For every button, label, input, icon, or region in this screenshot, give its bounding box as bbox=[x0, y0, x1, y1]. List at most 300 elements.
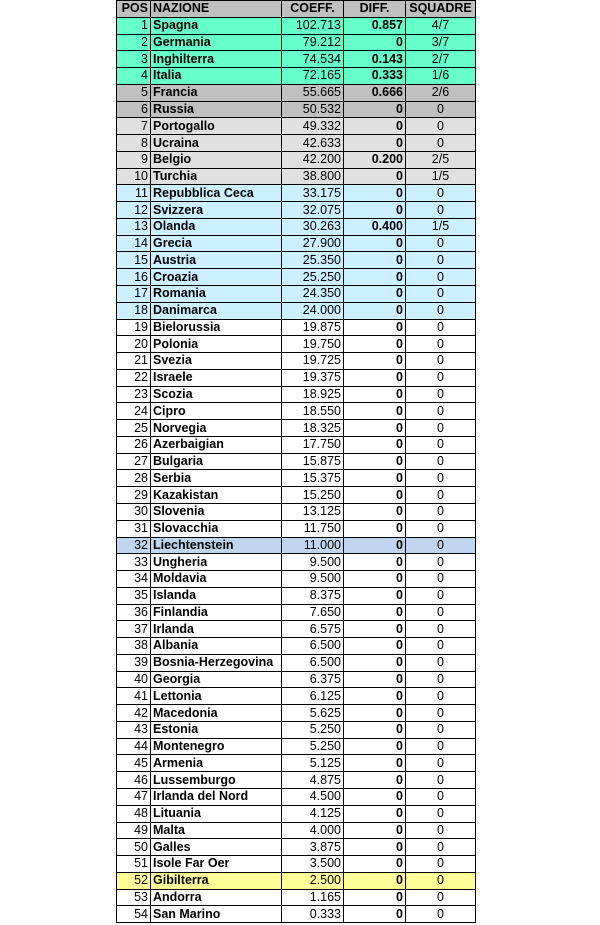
cell-squadre: 1/6 bbox=[406, 68, 476, 85]
cell-coeff: 8.375 bbox=[282, 587, 344, 604]
cell-diff: 0 bbox=[344, 202, 406, 219]
cell-nazione: San Marino bbox=[151, 906, 282, 923]
cell-coeff: 6.500 bbox=[282, 638, 344, 655]
cell-nazione: Irlanda del Nord bbox=[151, 788, 282, 805]
cell-squadre: 2/7 bbox=[406, 51, 476, 68]
cell-nazione: Moldavia bbox=[151, 571, 282, 588]
cell-nazione: Liechtenstein bbox=[151, 537, 282, 554]
cell-coeff: 19.375 bbox=[282, 369, 344, 386]
cell-coeff: 13.125 bbox=[282, 503, 344, 520]
cell-nazione: Andorra bbox=[151, 889, 282, 906]
cell-squadre: 0 bbox=[406, 420, 476, 437]
table-row bbox=[117, 503, 476, 520]
cell-pos: 50 bbox=[117, 839, 151, 856]
table-row bbox=[117, 839, 476, 856]
cell-nazione: Isole Far Oer bbox=[151, 856, 282, 873]
table-row bbox=[117, 218, 476, 235]
cell-coeff: 102.713 bbox=[282, 17, 344, 34]
cell-coeff: 5.250 bbox=[282, 721, 344, 738]
cell-pos: 21 bbox=[117, 353, 151, 370]
cell-nazione: Repubblica Ceca bbox=[151, 185, 282, 202]
cell-pos: 15 bbox=[117, 252, 151, 269]
cell-coeff: 79.212 bbox=[282, 34, 344, 51]
cell-pos: 31 bbox=[117, 520, 151, 537]
cell-pos: 17 bbox=[117, 286, 151, 303]
cell-pos: 27 bbox=[117, 453, 151, 470]
cell-pos: 10 bbox=[117, 168, 151, 185]
header-coeff: COEFF. bbox=[282, 1, 344, 18]
cell-diff: 0 bbox=[344, 705, 406, 722]
cell-coeff: 42.633 bbox=[282, 135, 344, 152]
cell-nazione: Russia bbox=[151, 101, 282, 118]
cell-squadre: 3/7 bbox=[406, 34, 476, 51]
cell-pos: 3 bbox=[117, 51, 151, 68]
cell-coeff: 9.500 bbox=[282, 554, 344, 571]
table-row bbox=[117, 638, 476, 655]
cell-coeff: 7.650 bbox=[282, 604, 344, 621]
cell-nazione: Croazia bbox=[151, 269, 282, 286]
cell-nazione: Irlanda bbox=[151, 621, 282, 638]
cell-coeff: 19.750 bbox=[282, 336, 344, 353]
cell-squadre: 0 bbox=[406, 688, 476, 705]
cell-diff: 0 bbox=[344, 353, 406, 370]
header-row bbox=[117, 1, 476, 18]
cell-diff: 0 bbox=[344, 889, 406, 906]
cell-coeff: 6.575 bbox=[282, 621, 344, 638]
cell-squadre: 2/6 bbox=[406, 84, 476, 101]
cell-diff: 0.333 bbox=[344, 68, 406, 85]
cell-diff: 0 bbox=[344, 302, 406, 319]
cell-coeff: 24.350 bbox=[282, 286, 344, 303]
cell-coeff: 5.250 bbox=[282, 738, 344, 755]
cell-nazione: Scozia bbox=[151, 386, 282, 403]
cell-squadre: 0 bbox=[406, 135, 476, 152]
table-row bbox=[117, 705, 476, 722]
cell-squadre: 0 bbox=[406, 906, 476, 923]
cell-coeff: 18.550 bbox=[282, 403, 344, 420]
cell-coeff: 15.875 bbox=[282, 453, 344, 470]
cell-nazione: Italia bbox=[151, 68, 282, 85]
cell-diff: 0 bbox=[344, 135, 406, 152]
table-row bbox=[117, 688, 476, 705]
cell-nazione: Azerbaigian bbox=[151, 436, 282, 453]
cell-diff: 0 bbox=[344, 369, 406, 386]
cell-nazione: Francia bbox=[151, 84, 282, 101]
table-row bbox=[117, 286, 476, 303]
cell-squadre: 0 bbox=[406, 738, 476, 755]
cell-squadre: 0 bbox=[406, 822, 476, 839]
table-row bbox=[117, 520, 476, 537]
cell-pos: 23 bbox=[117, 386, 151, 403]
table-row bbox=[117, 336, 476, 353]
cell-nazione: Germania bbox=[151, 34, 282, 51]
cell-nazione: Bosnia-Herzegovina bbox=[151, 654, 282, 671]
table-row bbox=[117, 621, 476, 638]
cell-pos: 5 bbox=[117, 84, 151, 101]
cell-pos: 49 bbox=[117, 822, 151, 839]
cell-squadre: 0 bbox=[406, 252, 476, 269]
cell-diff: 0 bbox=[344, 872, 406, 889]
cell-nazione: Slovenia bbox=[151, 503, 282, 520]
table-row bbox=[117, 369, 476, 386]
cell-squadre: 0 bbox=[406, 403, 476, 420]
cell-diff: 0 bbox=[344, 319, 406, 336]
cell-nazione: Svezia bbox=[151, 353, 282, 370]
cell-diff: 0.400 bbox=[344, 218, 406, 235]
cell-pos: 36 bbox=[117, 604, 151, 621]
cell-nazione: Belgio bbox=[151, 151, 282, 168]
table-row bbox=[117, 68, 476, 85]
cell-nazione: Austria bbox=[151, 252, 282, 269]
table-row bbox=[117, 420, 476, 437]
table-row bbox=[117, 738, 476, 755]
cell-diff: 0 bbox=[344, 654, 406, 671]
cell-diff: 0 bbox=[344, 755, 406, 772]
cell-diff: 0 bbox=[344, 503, 406, 520]
cell-squadre: 0 bbox=[406, 705, 476, 722]
cell-coeff: 4.500 bbox=[282, 788, 344, 805]
cell-squadre: 0 bbox=[406, 369, 476, 386]
cell-pos: 9 bbox=[117, 151, 151, 168]
cell-pos: 35 bbox=[117, 587, 151, 604]
cell-pos: 8 bbox=[117, 135, 151, 152]
cell-diff: 0 bbox=[344, 470, 406, 487]
cell-nazione: Finlandia bbox=[151, 604, 282, 621]
cell-pos: 44 bbox=[117, 738, 151, 755]
cell-squadre: 0 bbox=[406, 319, 476, 336]
table-row bbox=[117, 101, 476, 118]
cell-coeff: 5.125 bbox=[282, 755, 344, 772]
cell-nazione: Georgia bbox=[151, 671, 282, 688]
cell-diff: 0 bbox=[344, 235, 406, 252]
cell-nazione: Macedonia bbox=[151, 705, 282, 722]
cell-squadre: 0 bbox=[406, 889, 476, 906]
cell-squadre: 0 bbox=[406, 202, 476, 219]
cell-squadre: 0 bbox=[406, 118, 476, 135]
cell-nazione: Serbia bbox=[151, 470, 282, 487]
cell-squadre: 0 bbox=[406, 772, 476, 789]
cell-coeff: 25.250 bbox=[282, 269, 344, 286]
cell-pos: 40 bbox=[117, 671, 151, 688]
cell-nazione: Grecia bbox=[151, 235, 282, 252]
cell-coeff: 3.500 bbox=[282, 856, 344, 873]
cell-pos: 20 bbox=[117, 336, 151, 353]
cell-squadre: 0 bbox=[406, 621, 476, 638]
cell-squadre: 0 bbox=[406, 353, 476, 370]
table-row bbox=[117, 487, 476, 504]
cell-squadre: 0 bbox=[406, 436, 476, 453]
cell-squadre: 0 bbox=[406, 302, 476, 319]
cell-coeff: 38.800 bbox=[282, 168, 344, 185]
cell-diff: 0 bbox=[344, 453, 406, 470]
cell-pos: 25 bbox=[117, 420, 151, 437]
cell-diff: 0 bbox=[344, 621, 406, 638]
cell-diff: 0 bbox=[344, 839, 406, 856]
cell-nazione: Slovacchia bbox=[151, 520, 282, 537]
cell-coeff: 27.900 bbox=[282, 235, 344, 252]
cell-pos: 2 bbox=[117, 34, 151, 51]
cell-coeff: 11.000 bbox=[282, 537, 344, 554]
cell-squadre: 0 bbox=[406, 520, 476, 537]
cell-coeff: 4.125 bbox=[282, 805, 344, 822]
cell-pos: 53 bbox=[117, 889, 151, 906]
cell-pos: 11 bbox=[117, 185, 151, 202]
cell-pos: 22 bbox=[117, 369, 151, 386]
cell-pos: 37 bbox=[117, 621, 151, 638]
cell-diff: 0.666 bbox=[344, 84, 406, 101]
table-row bbox=[117, 185, 476, 202]
cell-pos: 42 bbox=[117, 705, 151, 722]
cell-diff: 0 bbox=[344, 168, 406, 185]
cell-diff: 0 bbox=[344, 788, 406, 805]
cell-diff: 0 bbox=[344, 772, 406, 789]
cell-squadre: 0 bbox=[406, 336, 476, 353]
cell-diff: 0 bbox=[344, 34, 406, 51]
cell-pos: 12 bbox=[117, 202, 151, 219]
cell-coeff: 6.125 bbox=[282, 688, 344, 705]
cell-diff: 0 bbox=[344, 101, 406, 118]
cell-squadre: 0 bbox=[406, 721, 476, 738]
cell-squadre: 0 bbox=[406, 453, 476, 470]
cell-coeff: 1.165 bbox=[282, 889, 344, 906]
cell-coeff: 49.332 bbox=[282, 118, 344, 135]
cell-squadre: 0 bbox=[406, 604, 476, 621]
cell-squadre: 2/5 bbox=[406, 151, 476, 168]
table-row bbox=[117, 436, 476, 453]
cell-diff: 0 bbox=[344, 604, 406, 621]
table-row bbox=[117, 889, 476, 906]
cell-diff: 0 bbox=[344, 554, 406, 571]
cell-diff: 0 bbox=[344, 487, 406, 504]
header-diff: DIFF. bbox=[344, 1, 406, 18]
cell-squadre: 0 bbox=[406, 185, 476, 202]
cell-coeff: 6.375 bbox=[282, 671, 344, 688]
cell-pos: 26 bbox=[117, 436, 151, 453]
table-row bbox=[117, 84, 476, 101]
cell-coeff: 30.263 bbox=[282, 218, 344, 235]
header-pos: POS bbox=[117, 1, 151, 18]
table-row bbox=[117, 118, 476, 135]
cell-pos: 39 bbox=[117, 654, 151, 671]
cell-coeff: 50.532 bbox=[282, 101, 344, 118]
cell-nazione: Lussemburgo bbox=[151, 772, 282, 789]
cell-squadre: 1/5 bbox=[406, 168, 476, 185]
cell-diff: 0 bbox=[344, 738, 406, 755]
table-body bbox=[117, 17, 476, 922]
cell-pos: 52 bbox=[117, 872, 151, 889]
cell-nazione: Spagna bbox=[151, 17, 282, 34]
cell-coeff: 2.500 bbox=[282, 872, 344, 889]
cell-diff: 0 bbox=[344, 185, 406, 202]
cell-diff: 0 bbox=[344, 721, 406, 738]
table-row bbox=[117, 872, 476, 889]
cell-nazione: Islanda bbox=[151, 587, 282, 604]
cell-coeff: 5.625 bbox=[282, 705, 344, 722]
cell-squadre: 1/5 bbox=[406, 218, 476, 235]
cell-coeff: 33.175 bbox=[282, 185, 344, 202]
cell-pos: 33 bbox=[117, 554, 151, 571]
table-row bbox=[117, 822, 476, 839]
cell-diff: 0 bbox=[344, 688, 406, 705]
cell-squadre: 0 bbox=[406, 487, 476, 504]
cell-diff: 0 bbox=[344, 336, 406, 353]
cell-pos: 7 bbox=[117, 118, 151, 135]
cell-pos: 54 bbox=[117, 906, 151, 923]
table-row bbox=[117, 168, 476, 185]
cell-squadre: 0 bbox=[406, 554, 476, 571]
header-nazione: NAZIONE bbox=[151, 1, 282, 18]
cell-coeff: 25.350 bbox=[282, 252, 344, 269]
cell-pos: 34 bbox=[117, 571, 151, 588]
cell-pos: 32 bbox=[117, 537, 151, 554]
cell-pos: 45 bbox=[117, 755, 151, 772]
cell-diff: 0.857 bbox=[344, 17, 406, 34]
cell-pos: 38 bbox=[117, 638, 151, 655]
cell-nazione: Bulgaria bbox=[151, 453, 282, 470]
cell-diff: 0 bbox=[344, 420, 406, 437]
table-row bbox=[117, 604, 476, 621]
cell-pos: 43 bbox=[117, 721, 151, 738]
table-row bbox=[117, 587, 476, 604]
cell-squadre: 0 bbox=[406, 235, 476, 252]
cell-coeff: 4.875 bbox=[282, 772, 344, 789]
cell-coeff: 19.875 bbox=[282, 319, 344, 336]
cell-coeff: 24.000 bbox=[282, 302, 344, 319]
table-row bbox=[117, 453, 476, 470]
table-row bbox=[117, 135, 476, 152]
cell-diff: 0 bbox=[344, 436, 406, 453]
cell-nazione: Svizzera bbox=[151, 202, 282, 219]
cell-diff: 0 bbox=[344, 403, 406, 420]
table-row bbox=[117, 34, 476, 51]
cell-nazione: Turchia bbox=[151, 168, 282, 185]
cell-coeff: 55.665 bbox=[282, 84, 344, 101]
cell-coeff: 32.075 bbox=[282, 202, 344, 219]
cell-squadre: 0 bbox=[406, 587, 476, 604]
cell-diff: 0 bbox=[344, 671, 406, 688]
cell-diff: 0 bbox=[344, 520, 406, 537]
table-row bbox=[117, 403, 476, 420]
cell-pos: 46 bbox=[117, 772, 151, 789]
cell-squadre: 0 bbox=[406, 571, 476, 588]
cell-squadre: 0 bbox=[406, 386, 476, 403]
table-row bbox=[117, 654, 476, 671]
cell-diff: 0 bbox=[344, 386, 406, 403]
cell-pos: 18 bbox=[117, 302, 151, 319]
cell-nazione: Danimarca bbox=[151, 302, 282, 319]
cell-nazione: Gibilterra bbox=[151, 872, 282, 889]
cell-squadre: 0 bbox=[406, 805, 476, 822]
cell-squadre: 4/7 bbox=[406, 17, 476, 34]
cell-nazione: Cipro bbox=[151, 403, 282, 420]
table-row bbox=[117, 252, 476, 269]
cell-diff: 0 bbox=[344, 286, 406, 303]
cell-diff: 0 bbox=[344, 587, 406, 604]
cell-diff: 0 bbox=[344, 638, 406, 655]
cell-squadre: 0 bbox=[406, 503, 476, 520]
table-row bbox=[117, 772, 476, 789]
cell-coeff: 72.165 bbox=[282, 68, 344, 85]
cell-coeff: 11.750 bbox=[282, 520, 344, 537]
cell-coeff: 17.750 bbox=[282, 436, 344, 453]
table-row bbox=[117, 721, 476, 738]
cell-coeff: 15.375 bbox=[282, 470, 344, 487]
cell-pos: 29 bbox=[117, 487, 151, 504]
cell-coeff: 15.250 bbox=[282, 487, 344, 504]
cell-squadre: 0 bbox=[406, 269, 476, 286]
cell-pos: 13 bbox=[117, 218, 151, 235]
cell-pos: 41 bbox=[117, 688, 151, 705]
cell-coeff: 3.875 bbox=[282, 839, 344, 856]
cell-squadre: 0 bbox=[406, 286, 476, 303]
table-row bbox=[117, 319, 476, 336]
cell-nazione: Norvegia bbox=[151, 420, 282, 437]
cell-nazione: Bielorussia bbox=[151, 319, 282, 336]
cell-pos: 48 bbox=[117, 805, 151, 822]
cell-nazione: Albania bbox=[151, 638, 282, 655]
cell-diff: 0 bbox=[344, 805, 406, 822]
cell-pos: 16 bbox=[117, 269, 151, 286]
cell-diff: 0 bbox=[344, 822, 406, 839]
table-row bbox=[117, 386, 476, 403]
cell-diff: 0 bbox=[344, 537, 406, 554]
table-row bbox=[117, 788, 476, 805]
table-row bbox=[117, 51, 476, 68]
cell-pos: 24 bbox=[117, 403, 151, 420]
cell-pos: 6 bbox=[117, 101, 151, 118]
cell-coeff: 74.534 bbox=[282, 51, 344, 68]
cell-nazione: Ucraina bbox=[151, 135, 282, 152]
cell-squadre: 0 bbox=[406, 788, 476, 805]
cell-nazione: Polonia bbox=[151, 336, 282, 353]
cell-nazione: Olanda bbox=[151, 218, 282, 235]
cell-pos: 51 bbox=[117, 856, 151, 873]
cell-nazione: Inghilterra bbox=[151, 51, 282, 68]
cell-coeff: 4.000 bbox=[282, 822, 344, 839]
cell-squadre: 0 bbox=[406, 755, 476, 772]
cell-squadre: 0 bbox=[406, 839, 476, 856]
ranking-table bbox=[116, 0, 476, 923]
cell-nazione: Lituania bbox=[151, 805, 282, 822]
cell-coeff: 42.200 bbox=[282, 151, 344, 168]
cell-coeff: 18.325 bbox=[282, 420, 344, 437]
cell-diff: 0 bbox=[344, 906, 406, 923]
cell-pos: 28 bbox=[117, 470, 151, 487]
cell-squadre: 0 bbox=[406, 872, 476, 889]
cell-coeff: 9.500 bbox=[282, 571, 344, 588]
cell-diff: 0 bbox=[344, 252, 406, 269]
cell-squadre: 0 bbox=[406, 638, 476, 655]
table-row bbox=[117, 856, 476, 873]
cell-diff: 0.143 bbox=[344, 51, 406, 68]
cell-diff: 0 bbox=[344, 269, 406, 286]
table-row bbox=[117, 302, 476, 319]
table-row bbox=[117, 755, 476, 772]
cell-nazione: Lettonia bbox=[151, 688, 282, 705]
cell-coeff: 0.333 bbox=[282, 906, 344, 923]
cell-diff: 0.200 bbox=[344, 151, 406, 168]
cell-pos: 14 bbox=[117, 235, 151, 252]
table-row bbox=[117, 470, 476, 487]
table-row bbox=[117, 906, 476, 923]
cell-pos: 47 bbox=[117, 788, 151, 805]
cell-diff: 0 bbox=[344, 118, 406, 135]
table-row bbox=[117, 671, 476, 688]
table-row bbox=[117, 554, 476, 571]
ranking-table-container bbox=[116, 0, 476, 923]
cell-pos: 19 bbox=[117, 319, 151, 336]
cell-nazione: Armenia bbox=[151, 755, 282, 772]
